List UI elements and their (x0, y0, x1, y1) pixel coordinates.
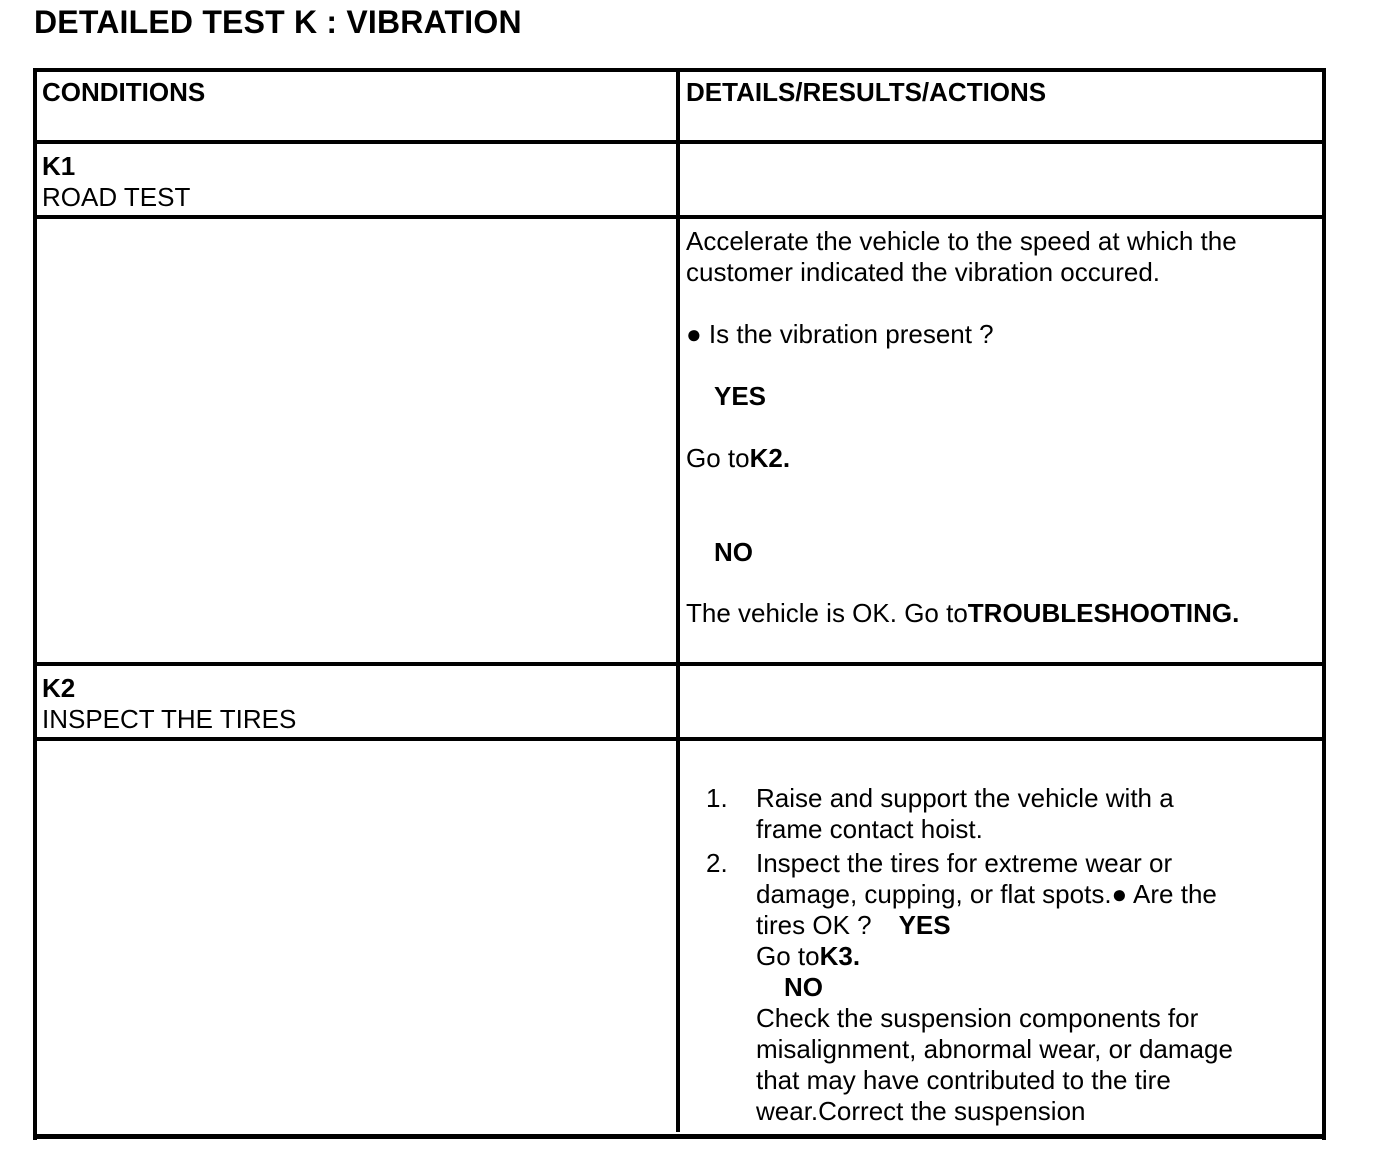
k2-code: K2 (42, 673, 76, 703)
column-divider (676, 68, 680, 1132)
list-item (706, 783, 1266, 845)
row-divider (33, 215, 1326, 219)
k2-no-label: NO (784, 972, 823, 1002)
k1-instruction: Accelerate the vehicle to the speed at which the customer indicated the vibration occured. (686, 226, 1237, 287)
k1-no-action (686, 598, 1239, 629)
k2-name: INSPECT THE TIRES (42, 704, 297, 734)
table-bottom-border (33, 1134, 1326, 1139)
k2-yes-action (756, 941, 1226, 972)
k1-no-label: NO (714, 537, 753, 567)
k1-no-target: TROUBLESHOOTING. (967, 598, 1240, 628)
k2-no-action: Check the suspension components for misalignment, abnormal wear, or damage that may have contributed to the tire wear.Correct the suspension (756, 1003, 1233, 1126)
row-divider (33, 737, 1326, 741)
k1-yes-label: YES (714, 381, 767, 411)
page-title: DETAILED TEST K : VIBRATION (34, 4, 522, 40)
k1-yes-target: K2. (749, 443, 791, 473)
k1-yes-prefix: Go to (686, 443, 750, 473)
k2-yes-label: YES (898, 910, 951, 940)
k1-no-prefix: The vehicle is OK. Go to (686, 598, 968, 628)
k2-yes-target: K3. (819, 941, 861, 971)
k1-question: ● Is the vibration present ? (686, 319, 994, 349)
row-divider (33, 140, 1326, 144)
k2-yes-prefix: Go to (756, 941, 820, 971)
step-number: 1. (706, 783, 728, 813)
k2-steps (706, 783, 1266, 1127)
header-details: DETAILS/RESULTS/ACTIONS (686, 77, 1047, 107)
k1-code: K1 (42, 151, 76, 181)
step-number: 2. (706, 848, 728, 878)
k1-yes-action (686, 443, 790, 474)
step-text: Raise and support the vehicle with a frame contact hoist. (756, 783, 1174, 844)
k1-condition (42, 151, 190, 213)
header-conditions: CONDITIONS (42, 77, 206, 107)
step-text: Inspect the tires for extreme wear or damage, cupping, or flat spots.● Are the tires OK ? (756, 848, 1217, 940)
k2-condition (42, 673, 296, 735)
list-item (706, 848, 1266, 1127)
k1-name: ROAD TEST (42, 182, 191, 212)
row-divider (33, 662, 1326, 666)
